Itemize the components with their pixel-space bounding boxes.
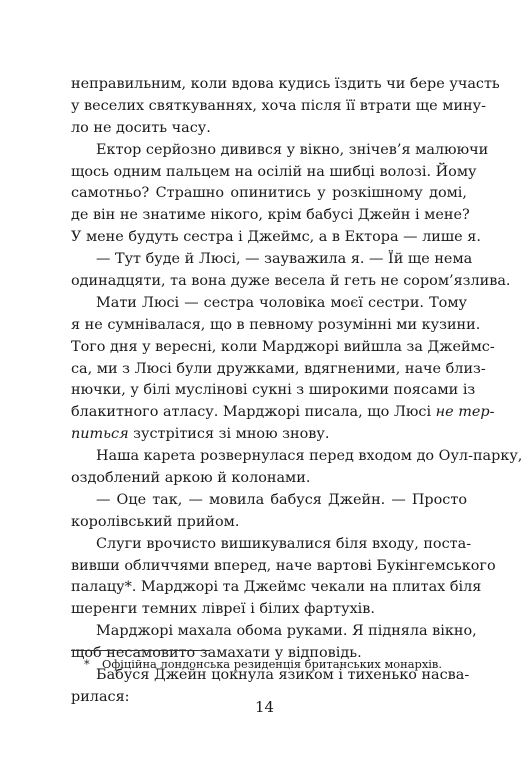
text-line: вивши обличчями вперед, наче вартові Букінгемського <box>71 557 496 574</box>
text-line: Мати Люсі — сестра чоловіка моєї сестри. Тому <box>96 294 467 311</box>
text-line: — Оце так, — мовила бабуся Джейн. — Просто <box>96 491 467 508</box>
text-line: шеренги темних лівреї і білих фартухів. <box>71 601 375 618</box>
text-line: Ектор серйозно дивився у вікно, знічев’я малюючи <box>96 141 489 158</box>
text-line: палацу*. Марджорі та Джеймс чекали на плитах біля <box>71 579 482 596</box>
text-line: оздоблений аркою й колонами. <box>71 470 311 487</box>
page-number: 14 <box>254 698 275 716</box>
text-line <box>71 402 495 424</box>
text-run: зустрітися зі мною знову. <box>128 426 330 443</box>
text-line: де він не знатиме нікого, крім бабусі Джейн і мене? <box>71 207 470 224</box>
text-line <box>71 424 467 446</box>
text-line: щось одним пальцем на осілій на шибці волозі. Йому <box>71 163 477 180</box>
text-line: нючки, у білі муслінові сукні з широкими поясами із <box>71 382 476 399</box>
text-line: Слуги врочисто вишикувалися біля входу, поста- <box>96 535 472 552</box>
text-line: неправильним, коли вдова кудись їздить чи бере участь <box>71 76 500 92</box>
text-line: У мене будуть сестра і Джеймс, а в Ектора — лише я. <box>71 229 481 246</box>
text-line: щоб несамовито замахати у відповідь. <box>71 645 362 662</box>
text-line: самотньо? Страшно опинитись у розкішному домі, <box>71 185 467 202</box>
text-line: рилася: <box>71 688 130 705</box>
text-line: Наша карета розвернулася перед входом до Оул-парку, <box>96 448 523 465</box>
text-line: са, ми з Люсі були дружками, вдягненими, наче близ- <box>71 360 486 377</box>
footnote-divider <box>71 650 209 651</box>
footnote <box>84 656 442 672</box>
text-line: Марджорі махала обома руками. Я підняла вікно, <box>96 623 477 640</box>
text-line: у веселих святкуваннях, хоча після її втрати ще мину- <box>71 97 486 114</box>
italic-text: не тер- <box>435 404 495 421</box>
footnote-text: Офіційна лондонська резиденція британських монархів. <box>102 657 442 671</box>
text-line: королівський прийом. <box>71 513 240 530</box>
text-line: Того дня у вересні, коли Марджорі вийшла за Джеймс- <box>71 338 495 355</box>
page-body <box>71 74 523 709</box>
italic-text: питься <box>71 426 129 443</box>
text-line: одинадцяти, та вона дуже весела й геть не сором’язлива. <box>71 273 511 290</box>
text-run: блакитного атласу. Марджорі писала, що Люсі <box>71 404 436 421</box>
text-line: я не сумнівалася, що в певному розумінні ми кузини. <box>71 316 481 333</box>
text-line: — Тут буде й Люсі, — зауважила я. — Їй ще нема <box>96 251 473 268</box>
text-line: ло не досить часу. <box>71 119 211 136</box>
footnote-mark: * <box>84 657 90 671</box>
text-line: Бабуся Джейн цокнула язиком і тихенько насва- <box>96 667 470 684</box>
